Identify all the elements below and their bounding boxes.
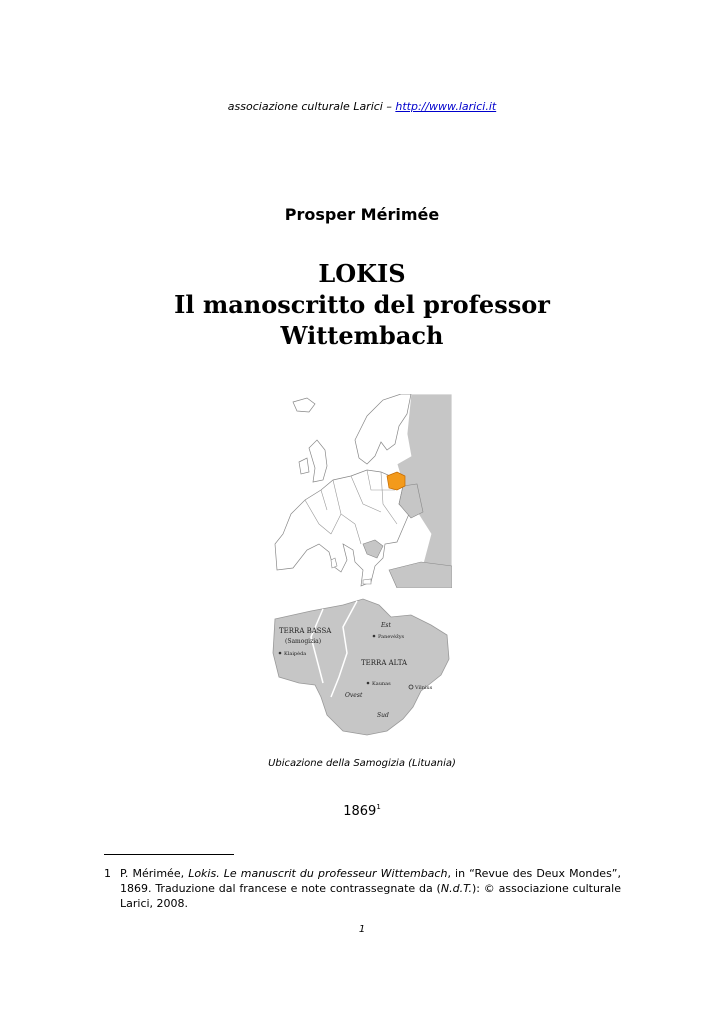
- lithuania-highlight: [387, 472, 405, 490]
- label-vilnius: Vilnius: [415, 685, 433, 691]
- title-line: Wittembach: [280, 321, 444, 350]
- footnote-reference[interactable]: 1: [376, 803, 381, 811]
- footnote-text: [120, 866, 621, 911]
- footnote-number: 1: [104, 867, 111, 880]
- city-dot-kaunas: [367, 682, 370, 685]
- header-link[interactable]: http://www.larici.it: [395, 100, 497, 113]
- map-caption: Ubicazione della Samogizia (Lituania): [268, 758, 456, 769]
- label-ovest: Ovest: [345, 692, 363, 699]
- publication-year: [0, 803, 724, 819]
- footnote-separator: [104, 854, 234, 855]
- label-terra-bassa: TERRA BASSA: [279, 627, 332, 635]
- label-klaipeda: Klaipėda: [284, 651, 307, 657]
- title-line: LOKIS: [318, 259, 406, 288]
- lithuania-map: [271, 597, 452, 739]
- label-est: Est: [381, 622, 391, 629]
- footnote: [104, 866, 621, 911]
- label-sud: Sud: [377, 712, 389, 719]
- label-terra-alta: TERRA ALTA: [361, 659, 408, 667]
- footnote-suffix: ): © associazione culturale Larici, 2008.: [120, 882, 621, 910]
- title-line: Il manoscritto del professor: [174, 290, 550, 319]
- label-kaunas: Kaunas: [372, 681, 391, 687]
- page-header: [0, 100, 724, 113]
- footnote-ndt: N.d.T.: [440, 882, 472, 895]
- footnote-work-title: Lokis. Le manuscrit du professeur Wittembach: [188, 867, 448, 880]
- label-samogizia: (Samogizia): [285, 638, 322, 645]
- europe-map: [271, 394, 452, 588]
- label-panevezys: Panevėžys: [378, 634, 405, 640]
- page-number: 1: [358, 924, 366, 935]
- footnote-prefix: P. Mérimée,: [120, 867, 189, 880]
- author-name: Prosper Mérimée: [284, 205, 440, 224]
- footnote-middle: , in “Revue des Deux Mondes”, 1869. Traduzione dal francese e note contrassegnate da (: [120, 867, 621, 895]
- city-dot-panevezys: [373, 635, 376, 638]
- header-text: associazione culturale Larici –: [227, 100, 396, 113]
- lithuania-shape: [273, 599, 449, 735]
- city-dot-klaipeda: [279, 652, 282, 655]
- year-value: 1869: [343, 804, 377, 819]
- document-title: [0, 258, 724, 351]
